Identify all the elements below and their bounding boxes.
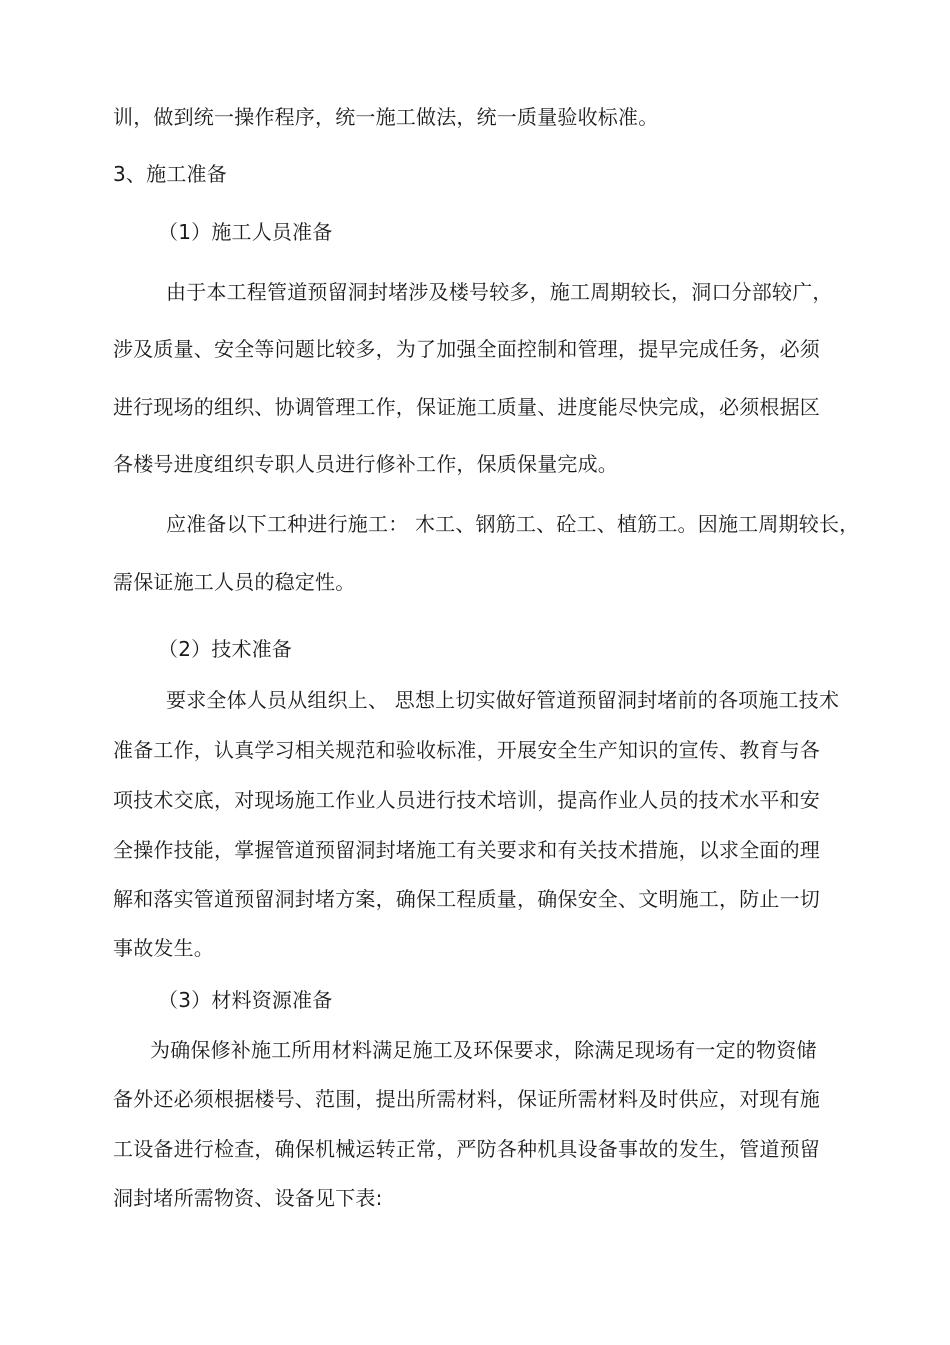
- paragraph-line: 涉及质量、安全等问题比较多，为了加强全面控制和管理，提早完成任务，必须: [113, 337, 820, 361]
- subsection-heading: （2）技术准备: [158, 637, 293, 661]
- paragraph-line: 由于本工程管道预留洞封堵涉及楼号较多，施工周期较长，洞口分部较广，: [166, 280, 833, 304]
- paragraph-line: 训，做到统一操作程序，统一施工做法，统一质量验收标准。: [113, 105, 659, 129]
- paragraph-line: 解和落实管道预留洞封堵方案，确保工程质量，确保安全、文明施工，防止一切: [113, 887, 820, 911]
- paragraph-line: 工设备进行检查，确保机械运转正常，严防各种机具设备事故的发生，管道预留: [113, 1137, 820, 1161]
- paragraph-line: 备外还必须根据楼号、范围，提出所需材料，保证所需材料及时供应，对现有施: [113, 1087, 820, 1111]
- paragraph-line: 需保证施工人员的稳定性。: [113, 570, 356, 594]
- paragraph-line: 全操作技能，掌握管道预留洞封堵施工有关要求和有关技术措施，以求全面的理: [113, 838, 820, 862]
- paragraph-line: 各楼号进度组织专职人员进行修补工作，保质保量完成。: [113, 452, 618, 476]
- section-heading: 3、施工准备: [113, 162, 227, 186]
- paragraph-line: 进行现场的组织、协调管理工作，保证施工质量、进度能尽快完成，必须根据区: [113, 395, 820, 419]
- paragraph-line: 事故发生。: [113, 936, 214, 960]
- paragraph-line: 为确保修补施工所用材料满足施工及环保要求，除满足现场有一定的物资储: [150, 1038, 817, 1062]
- paragraph-line: 洞封堵所需物资、设备见下表:: [113, 1186, 383, 1210]
- paragraph-line: 项技术交底，对现场施工作业人员进行技术培训，提高作业人员的技术水平和安: [113, 788, 820, 812]
- subsection-heading: （1）施工人员准备: [158, 220, 333, 244]
- subsection-heading: （3）材料资源准备: [158, 988, 333, 1012]
- paragraph-line: 应准备以下工种进行施工： 木工、钢筋工、砼工、植筋工。因施工周期较长，: [166, 512, 860, 536]
- paragraph-line: 要求全体人员从组织上、 思想上切实做好管道预留洞封堵前的各项施工技术: [166, 688, 840, 712]
- paragraph-line: 准备工作，认真学习相关规范和验收标准，开展安全生产知识的宣传、教育与各: [113, 738, 820, 762]
